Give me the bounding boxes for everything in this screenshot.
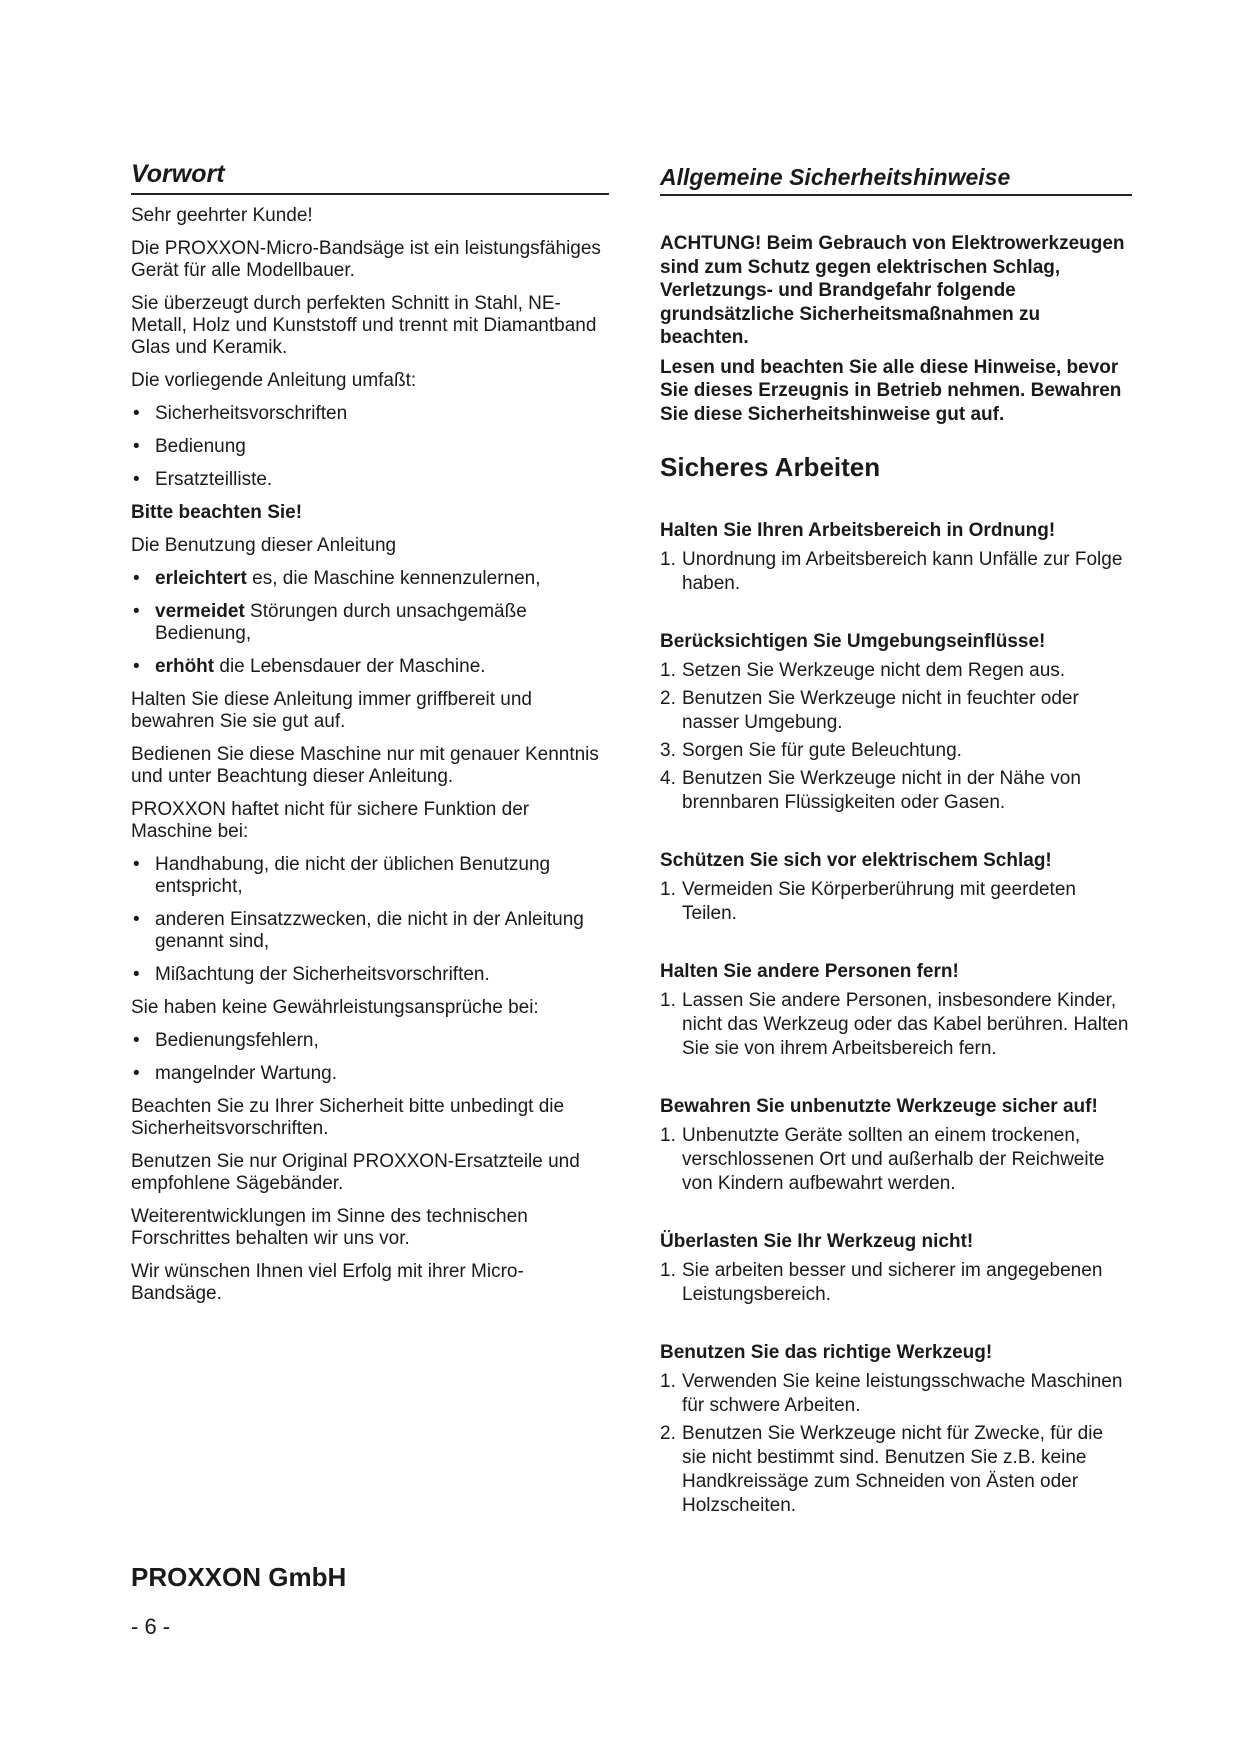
foreword-title: Vorwort <box>131 160 609 195</box>
list-item: • Bedienungsfehlern, <box>131 1030 609 1052</box>
list-item: 1. Sie arbeiten besser und sicherer im angegebenen Leistungsbereich. <box>660 1260 1103 1305</box>
list-item: 3. Sorgen Sie für gute Beleuchtung. <box>660 740 962 761</box>
section-heading: Benutzen Sie das richtige Werkzeug! <box>660 1342 993 1363</box>
warranty-heading: Sie haben keine Gewährleistungsansprüche bei: <box>131 997 539 1018</box>
numbered-list <box>660 659 1132 815</box>
list-item: • mangelnder Wartung. <box>131 1063 609 1085</box>
intro-paragraph: Die PROXXON-Micro-Bandsäge ist ein leistungsfähiges Gerät für alle Modellbauer. <box>131 238 601 281</box>
section-heading: Bewahren Sie unbenutzte Werkzeuge sicher auf! <box>660 1096 1098 1117</box>
numbered-list <box>660 1259 1132 1307</box>
list-item <box>131 656 609 678</box>
numbered-list <box>660 1124 1132 1196</box>
warranty-list <box>131 1030 609 1085</box>
numbered-list <box>660 1370 1132 1518</box>
item-text: Benutzen Sie Werkzeuge nicht für Zwecke, für die sie nicht bestimmt sind. Benutzen Sie z.B. keine Handkreissäge zum Schneiden von Ästen oder Holzscheiten. <box>682 1423 1104 1516</box>
list-item: • Bedienung <box>131 436 609 458</box>
paragraph: Weiterentwicklungen im Sinne des technischen Forschrittes behalten wir uns vor. <box>131 1206 528 1249</box>
usage-text: die Lebensdauer der Maschine. <box>214 656 486 677</box>
list-item: 2. Benutzen Sie Werkzeuge nicht für Zwecke, für die sie nicht bestimmt sind. Benutzen Sie z.B. keine Handkreissäge zum Schneiden von Ästen oder Holzscheiten. <box>660 1423 1104 1516</box>
usage-text: es, die Maschine kennenzulernen, <box>246 568 541 589</box>
liability-list <box>131 854 609 986</box>
intro-paragraph: Sie überzeugt durch perfekten Schnitt in Stahl, NE-Metall, Holz und Kunststoff und trennt mit Diamantband Glas und Keramik. <box>131 293 597 358</box>
numbered-list <box>660 548 1132 596</box>
foreword-column <box>131 160 609 1316</box>
warning-paragraph: Lesen und beachten Sie alle diese Hinweise, bevor Sie dieses Erzeugnis in Betrieb nehmen. Bewahren Sie diese Sicherheitshinweise gut auf. <box>660 356 1122 425</box>
safety-section <box>660 960 1132 1061</box>
list-item: 1. Vermeiden Sie Körperberührung mit geerdeten Teilen. <box>660 879 1076 924</box>
section-heading: Halten Sie Ihren Arbeitsbereich in Ordnung! <box>660 520 1056 541</box>
usage-heading: Die Benutzung dieser Anleitung <box>131 535 397 556</box>
safety-section <box>660 1341 1132 1518</box>
numbered-list <box>660 878 1132 926</box>
list-item: • Ersatzteilliste. <box>131 469 609 491</box>
list-item: 2. Benutzen Sie Werkzeuge nicht in feuchter oder nasser Umgebung. <box>660 688 1079 733</box>
paragraph: Wir wünschen Ihnen viel Erfolg mit ihrer Micro-Bandsäge. <box>131 1261 524 1304</box>
safety-section <box>660 1095 1132 1196</box>
list-item: 1. Verwenden Sie keine leistungsschwache Maschinen für schwere Arbeiten. <box>660 1371 1123 1416</box>
usage-list <box>131 568 609 678</box>
section-heading: Berücksichtigen Sie Umgebungseinflüsse! <box>660 631 1046 652</box>
list-item: 1. Lassen Sie andere Personen, insbesondere Kinder, nicht das Werkzeug oder das Kabel berühren. Halten Sie sie von ihrem Arbeitsbereich fern. <box>660 990 1129 1059</box>
item-text: Lassen Sie andere Personen, insbesondere Kinder, nicht das Werkzeug oder das Kabel berühren. Halten Sie sie von ihrem Arbeitsbereich fern. <box>682 990 1129 1059</box>
list-item <box>131 568 609 590</box>
item-text: Setzen Sie Werkzeuge nicht dem Regen aus. <box>682 660 1066 681</box>
list-item: • Handhabung, die nicht der üblichen Benutzung entspricht, <box>131 854 609 898</box>
usage-keyword: erleichtert <box>155 568 247 589</box>
list-item: • anderen Einsatzzwecken, die nicht in der Anleitung genannt sind, <box>131 909 609 953</box>
usage-text: Störungen durch unsachgemäße Bedienung, <box>155 601 527 644</box>
safety-section <box>660 630 1132 815</box>
note-heading: Bitte beachten Sie! <box>131 502 303 523</box>
item-text: Vermeiden Sie Körperberührung mit geerdeten Teilen. <box>682 879 1076 924</box>
paragraph: Bedienen Sie diese Maschine nur mit genauer Kenntnis und unter Beachtung dieser Anleitung. <box>131 744 599 787</box>
item-text: Benutzen Sie Werkzeuge nicht in der Nähe von brennbaren Flüssigkeiten oder Gasen. <box>682 768 1081 813</box>
list-item: • Sicherheitsvorschriften <box>131 403 609 425</box>
section-heading: Schützen Sie sich vor elektrischem Schlag! <box>660 850 1052 871</box>
item-text: Unbenutzte Geräte sollten an einem trockenen, verschlossenen Ort und außerhalb der Reichweite von Kindern aufbewahrt werden. <box>682 1125 1105 1194</box>
item-text: Verwenden Sie keine leistungsschwache Maschinen für schwere Arbeiten. <box>682 1371 1123 1416</box>
usage-keyword: vermeidet <box>155 601 245 622</box>
numbered-list <box>660 989 1132 1061</box>
contents-list <box>131 403 609 491</box>
list-item: 1. Unordnung im Arbeitsbereich kann Unfälle zur Folge haben. <box>660 549 1123 594</box>
item-text: Benutzen Sie Werkzeuge nicht in feuchter oder nasser Umgebung. <box>682 688 1079 733</box>
safety-title: Allgemeine Sicherheitshinweise <box>660 164 1132 196</box>
safety-column <box>660 164 1132 1552</box>
paragraph: Beachten Sie zu Ihrer Sicherheit bitte unbedingt die Sicherheitsvorschriften. <box>131 1096 565 1139</box>
paragraph: Halten Sie diese Anleitung immer griffbereit und bewahren Sie sie gut auf. <box>131 689 532 732</box>
contents-heading: Die vorliegende Anleitung umfaßt: <box>131 370 417 391</box>
page-number: - 6 - <box>131 1614 171 1639</box>
safety-section <box>660 519 1132 596</box>
section-heading: Überlasten Sie Ihr Werkzeug nicht! <box>660 1231 974 1252</box>
greeting: Sehr geehrter Kunde! <box>131 205 313 226</box>
liability-heading: PROXXON haftet nicht für sichere Funktion der Maschine bei: <box>131 799 530 842</box>
list-item: 4. Benutzen Sie Werkzeuge nicht in der Nähe von brennbaren Flüssigkeiten oder Gasen. <box>660 768 1081 813</box>
item-text: Sie arbeiten besser und sicherer im angegebenen Leistungsbereich. <box>682 1260 1103 1305</box>
warning-paragraph: ACHTUNG! Beim Gebrauch von Elektrowerkzeugen sind zum Schutz gegen elektrischen Schlag, Verletzungs- und Brandgefahr folgende grundsätzliche Sicherheitsmaßnahmen zu beachten. <box>660 233 1125 348</box>
paragraph: Benutzen Sie nur Original PROXXON-Ersatzteile und empfohlene Sägebänder. <box>131 1151 580 1194</box>
usage-keyword: erhöht <box>155 656 215 677</box>
item-text: Unordnung im Arbeitsbereich kann Unfälle zur Folge haben. <box>682 549 1123 594</box>
company-name: PROXXON GmbH <box>131 1562 347 1592</box>
list-item: 1. Setzen Sie Werkzeuge nicht dem Regen aus. <box>660 660 1066 681</box>
list-item <box>131 601 609 645</box>
section-heading: Halten Sie andere Personen fern! <box>660 961 959 982</box>
list-item: 1. Unbenutzte Geräte sollten an einem trockenen, verschlossenen Ort und außerhalb der Reichweite von Kindern aufbewahrt werden. <box>660 1125 1105 1194</box>
section-title: Sicheres Arbeiten <box>660 452 881 482</box>
safety-section <box>660 1230 1132 1307</box>
safety-section <box>660 849 1132 926</box>
list-item: • Mißachtung der Sicherheitsvorschriften. <box>131 964 609 986</box>
item-text: Sorgen Sie für gute Beleuchtung. <box>682 740 962 761</box>
